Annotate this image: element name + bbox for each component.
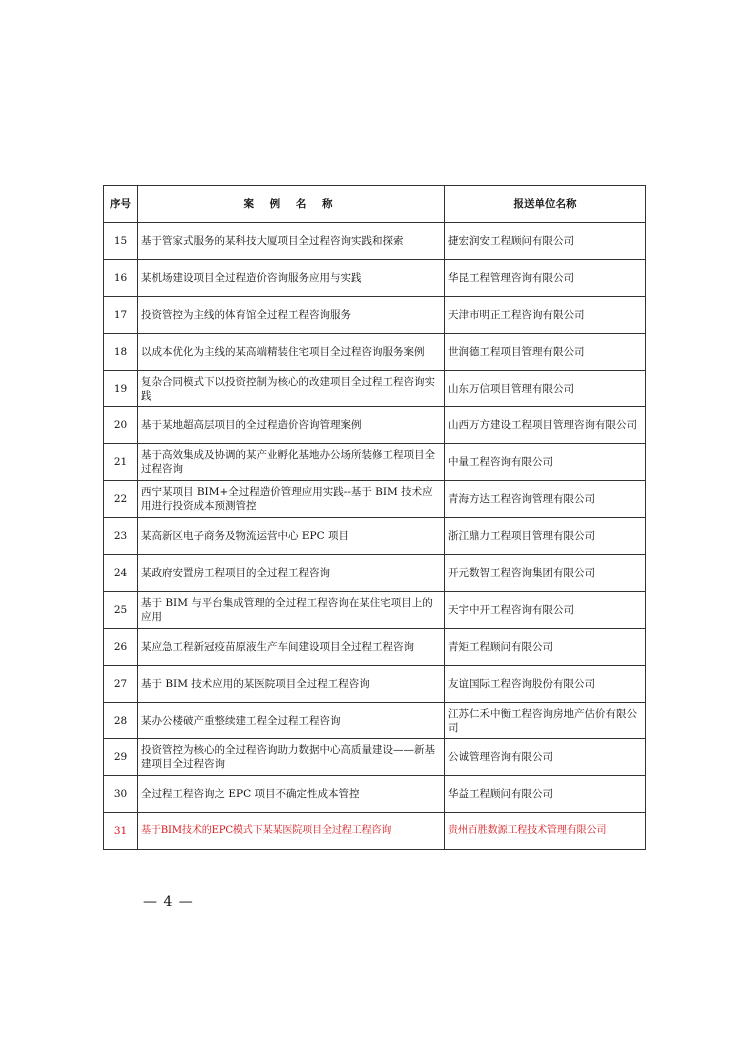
cell-no: 24 (104, 555, 138, 592)
cell-unit: 公诚管理咨询有限公司 (445, 739, 646, 776)
cell-no: 29 (104, 739, 138, 776)
cell-name: 基于高效集成及协调的某产业孵化基地办公场所装修工程项目全过程咨询 (138, 444, 445, 481)
cell-name: 某机场建设项目全过程造价咨询服务应用与实践 (138, 259, 445, 296)
cell-no: 25 (104, 591, 138, 628)
table-row (104, 776, 646, 813)
table-row (104, 370, 646, 407)
cell-unit: 捷宏润安工程顾问有限公司 (445, 223, 646, 260)
cell-unit: 江苏仁禾中衡工程咨询房地产估价有限公司 (445, 702, 646, 739)
cell-unit: 天津市明正工程咨询有限公司 (445, 296, 646, 333)
cell-name: 以成本优化为主线的某高端精装住宅项目全过程咨询服务案例 (138, 333, 445, 370)
cell-no: 17 (104, 296, 138, 333)
cell-no: 21 (104, 444, 138, 481)
table-row (104, 665, 646, 702)
cell-no: 26 (104, 628, 138, 665)
cell-name: 某办公楼破产重整续建工程全过程工程咨询 (138, 702, 445, 739)
table-row (104, 702, 646, 739)
table-row (104, 223, 646, 260)
cell-name: 某应急工程新冠疫苗原液生产车间建设项目全过程工程咨询 (138, 628, 445, 665)
cell-name: 复杂合同模式下以投资控制为核心的改建项目全过程工程咨询实践 (138, 370, 445, 407)
table-row (104, 591, 646, 628)
cell-no: 16 (104, 259, 138, 296)
cell-unit: 山西万方建设工程项目管理咨询有限公司 (445, 407, 646, 444)
cell-name: 投资管控为主线的体育馆全过程工程咨询服务 (138, 296, 445, 333)
cell-unit: 浙江鼎力工程项目管理有限公司 (445, 518, 646, 555)
cell-name: 某政府安置房工程项目的全过程工程咨询 (138, 555, 445, 592)
table-row (104, 259, 646, 296)
cell-name: 基于某地超高层项目的全过程造价咨询管理案例 (138, 407, 445, 444)
cell-no: 27 (104, 665, 138, 702)
header-name: 案 例 名 称 (138, 186, 445, 223)
table-row (104, 407, 646, 444)
page-number: — 4 — (143, 894, 194, 910)
cell-name: 西宁某项目 BIM+全过程造价管理应用实践--基于 BIM 技术应用进行投资成本预测管控 (138, 481, 445, 518)
cell-name: 基于BIM技术的EPC模式下某某医院项目全过程工程咨询 (138, 813, 445, 850)
cell-no: 23 (104, 518, 138, 555)
cell-unit: 华益工程顾问有限公司 (445, 776, 646, 813)
cell-no: 30 (104, 776, 138, 813)
table-row (104, 444, 646, 481)
header-no: 序号 (104, 186, 138, 223)
table-row (104, 555, 646, 592)
table-row (104, 333, 646, 370)
table-header-row (104, 186, 646, 223)
table-row (104, 813, 646, 850)
cell-unit: 青海方达工程咨询管理有限公司 (445, 481, 646, 518)
cell-unit: 友谊国际工程咨询股份有限公司 (445, 665, 646, 702)
cell-no: 31 (104, 813, 138, 850)
cell-unit: 开元数智工程咨询集团有限公司 (445, 555, 646, 592)
cell-name: 基于 BIM 与平台集成管理的全过程工程咨询在某住宅项目上的应用 (138, 591, 445, 628)
cell-no: 20 (104, 407, 138, 444)
cell-name: 某高新区电子商务及物流运营中心 EPC 项目 (138, 518, 445, 555)
cell-unit: 中量工程咨询有限公司 (445, 444, 646, 481)
table-row (104, 739, 646, 776)
table-row (104, 296, 646, 333)
cell-name: 投资管控为核心的全过程咨询助力数据中心高质量建设——新基建项目全过程咨询 (138, 739, 445, 776)
table-row (104, 481, 646, 518)
cell-no: 28 (104, 702, 138, 739)
cell-no: 22 (104, 481, 138, 518)
case-table (103, 185, 646, 850)
cell-name: 全过程工程咨询之 EPC 项目不确定性成本管控 (138, 776, 445, 813)
cell-unit: 华昆工程管理咨询有限公司 (445, 259, 646, 296)
header-unit: 报送单位名称 (445, 186, 646, 223)
cell-unit: 天宇中开工程咨询有限公司 (445, 591, 646, 628)
cell-name: 基于管家式服务的某科技大厦项目全过程咨询实践和探索 (138, 223, 445, 260)
cell-unit: 青矩工程顾问有限公司 (445, 628, 646, 665)
cell-no: 19 (104, 370, 138, 407)
case-table-container (103, 185, 645, 850)
cell-unit: 山东万信项目管理有限公司 (445, 370, 646, 407)
cell-unit: 贵州百胜数源工程技术管理有限公司 (445, 813, 646, 850)
cell-no: 18 (104, 333, 138, 370)
cell-no: 15 (104, 223, 138, 260)
cell-unit: 世润德工程项目管理有限公司 (445, 333, 646, 370)
table-row (104, 518, 646, 555)
cell-name: 基于 BIM 技术应用的某医院项目全过程工程咨询 (138, 665, 445, 702)
table-row (104, 628, 646, 665)
